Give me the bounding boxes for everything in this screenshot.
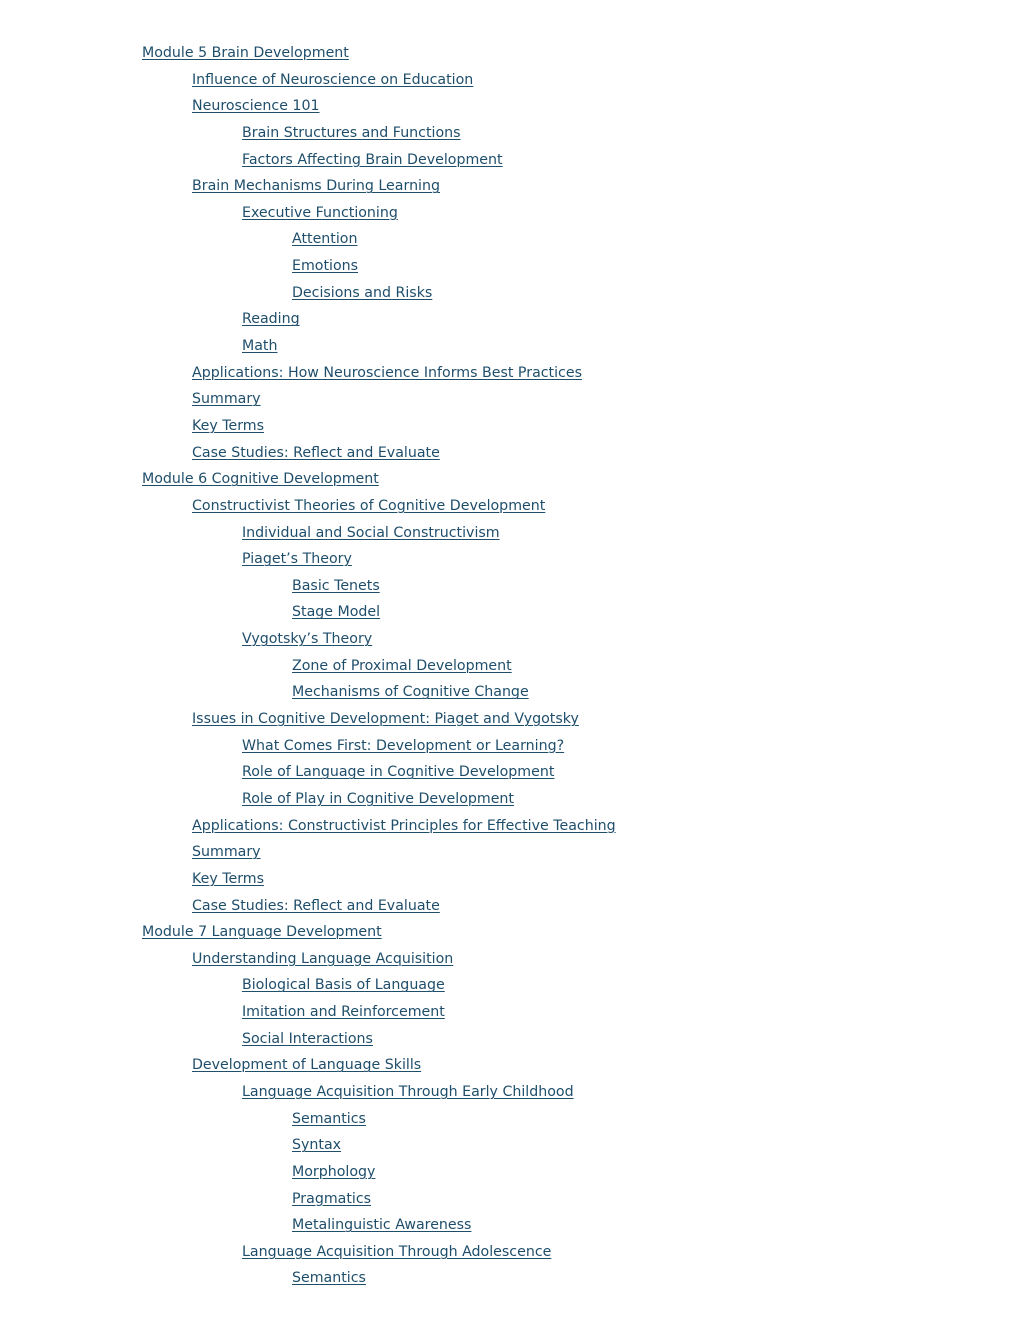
toc-entry (142, 972, 616, 999)
toc-entry (142, 253, 616, 280)
toc-entry (142, 466, 616, 493)
toc-section-link[interactable]: Piaget’s Theory (242, 551, 352, 568)
toc-section-link[interactable]: Brain Structures and Functions (242, 124, 461, 141)
toc-section-link[interactable]: Case Studies: Reflect and Evaluate (192, 444, 440, 461)
toc-entry (142, 1212, 616, 1239)
toc-module-link[interactable]: Module 5 Brain Development (142, 45, 349, 61)
table-of-contents (142, 40, 616, 1292)
toc-section-link[interactable]: Emotions (292, 258, 359, 275)
toc-entry (142, 93, 616, 120)
toc-entry (142, 839, 616, 866)
toc-section-link[interactable]: Understanding Language Acquisition (192, 950, 454, 967)
toc-entry (142, 226, 616, 253)
toc-section-link[interactable]: Imitation and Reinforcement (242, 1004, 445, 1021)
toc-section-link[interactable]: Attention (292, 231, 358, 248)
toc-entry (142, 653, 616, 680)
toc-entry (142, 919, 616, 946)
toc-section-link[interactable]: Applications: How Neuroscience Informs Best Practices (192, 364, 582, 381)
toc-section-link[interactable]: Role of Language in Cognitive Development (242, 764, 555, 781)
toc-entry (142, 440, 616, 467)
toc-entry (142, 173, 616, 200)
toc-section-link[interactable]: Role of Play in Cognitive Development (242, 790, 514, 807)
toc-section-link[interactable]: Morphology (292, 1163, 376, 1180)
toc-entry (142, 706, 616, 733)
toc-entry (142, 1052, 616, 1079)
toc-entry (142, 1159, 616, 1186)
toc-entry (142, 1265, 616, 1292)
toc-entry (142, 626, 616, 653)
toc-entry (142, 333, 616, 360)
toc-section-link[interactable]: Reading (242, 311, 300, 328)
toc-entry (142, 386, 616, 413)
toc-section-link[interactable]: Development of Language Skills (192, 1057, 422, 1074)
toc-entry (142, 946, 616, 973)
toc-entry (142, 999, 616, 1026)
toc-entry (142, 893, 616, 920)
toc-entry (142, 67, 616, 94)
toc-section-link[interactable]: Social Interactions (242, 1030, 373, 1047)
toc-section-link[interactable]: Applications: Constructivist Principles for Effective Teaching (192, 817, 616, 834)
toc-entry (142, 120, 616, 147)
toc-section-link[interactable]: Vygotsky’s Theory (242, 631, 373, 648)
toc-entry (142, 520, 616, 547)
toc-entry (142, 280, 616, 307)
toc-entry (142, 493, 616, 520)
toc-section-link[interactable]: Brain Mechanisms During Learning (192, 178, 440, 195)
toc-section-link[interactable]: Semantics (292, 1270, 366, 1287)
toc-section-link[interactable]: Key Terms (192, 417, 265, 434)
toc-section-link[interactable]: Language Acquisition Through Adolescence (242, 1243, 552, 1260)
toc-section-link[interactable]: Syntax (292, 1137, 342, 1154)
toc-section-link[interactable]: Semantics (292, 1110, 366, 1127)
toc-section-link[interactable]: Stage Model (292, 604, 381, 621)
toc-entry (142, 1239, 616, 1266)
toc-section-link[interactable]: Pragmatics (292, 1190, 372, 1207)
toc-section-link[interactable]: Metalinguistic Awareness (292, 1217, 472, 1234)
toc-entry (142, 360, 616, 387)
toc-entry (142, 1132, 616, 1159)
toc-entry (142, 147, 616, 174)
toc-section-link[interactable]: What Comes First: Development or Learning? (242, 737, 565, 754)
toc-section-link[interactable]: Factors Affecting Brain Development (242, 151, 503, 168)
toc-section-link[interactable]: Summary (192, 844, 261, 861)
toc-entry (142, 413, 616, 440)
toc-entry (142, 200, 616, 227)
toc-section-link[interactable]: Issues in Cognitive Development: Piaget and Vygotsky (192, 711, 579, 728)
toc-entry (142, 40, 616, 67)
toc-section-link[interactable]: Decisions and Risks (292, 284, 433, 301)
toc-entry (142, 786, 616, 813)
toc-entry (142, 813, 616, 840)
toc-entry (142, 1079, 616, 1106)
toc-section-link[interactable]: Biological Basis of Language (242, 977, 445, 994)
toc-module-link[interactable]: Module 6 Cognitive Development (142, 471, 379, 488)
toc-module-link[interactable]: Module 7 Language Development (142, 924, 382, 941)
toc-entry (142, 679, 616, 706)
toc-section-link[interactable]: Executive Functioning (242, 204, 398, 221)
toc-section-link[interactable]: Basic Tenets (292, 577, 380, 594)
toc-entry (142, 733, 616, 760)
toc-section-link[interactable]: Language Acquisition Through Early Childhood (242, 1083, 574, 1100)
toc-section-link[interactable]: Zone of Proximal Development (292, 657, 512, 674)
toc-section-link[interactable]: Key Terms (192, 870, 265, 887)
toc-section-link[interactable]: Math (242, 338, 278, 355)
toc-entry (142, 573, 616, 600)
toc-entry (142, 1186, 616, 1213)
toc-entry (142, 306, 616, 333)
toc-section-link[interactable]: Influence of Neuroscience on Education (192, 71, 474, 88)
toc-section-link[interactable]: Summary (192, 391, 261, 408)
toc-entry (142, 546, 616, 573)
toc-section-link[interactable]: Mechanisms of Cognitive Change (292, 684, 529, 701)
toc-entry (142, 866, 616, 893)
toc-entry (142, 599, 616, 626)
toc-entry (142, 759, 616, 786)
toc-entry (142, 1106, 616, 1133)
toc-section-link[interactable]: Case Studies: Reflect and Evaluate (192, 897, 440, 914)
toc-section-link[interactable]: Individual and Social Constructivism (242, 524, 500, 541)
toc-entry (142, 1026, 616, 1053)
toc-section-link[interactable]: Constructivist Theories of Cognitive Development (192, 497, 546, 514)
toc-section-link[interactable]: Neuroscience 101 (192, 98, 320, 115)
